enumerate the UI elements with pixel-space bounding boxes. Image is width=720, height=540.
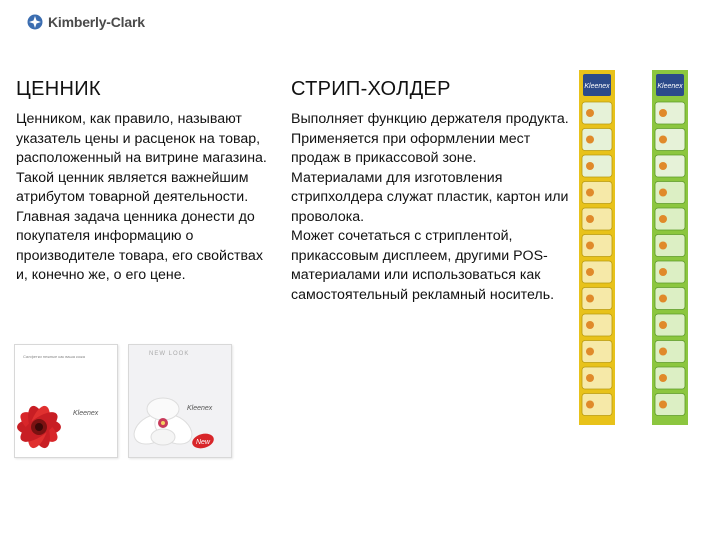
pack-flower-icon	[586, 374, 594, 382]
pack-flower-icon	[659, 348, 667, 356]
pack-flower-icon	[586, 295, 594, 303]
pack-flower-icon	[586, 242, 594, 250]
right-line: Может сочетаться с стриплентой, прикассовым дисплеем, другими POS-материалами или использоваться как самостоятельный рекламный носитель.	[291, 228, 555, 303]
pack-flower-icon	[586, 348, 594, 356]
pack-flower-icon	[659, 321, 667, 329]
card-brand-text: Kleenex	[73, 410, 99, 417]
pack-flower-icon	[659, 136, 667, 144]
pack-flower-icon	[586, 321, 594, 329]
left-column-title: ЦЕННИК	[16, 78, 101, 100]
pack-flower-icon	[586, 401, 594, 409]
pack-flower-icon	[659, 374, 667, 382]
right-column-title: СТРИП-ХОЛДЕР	[291, 78, 451, 100]
right-column-body	[291, 110, 573, 305]
card-brand-text: Kleenex	[187, 405, 213, 412]
price-tag-sample-1	[14, 344, 118, 458]
pack-flower-icon	[659, 109, 667, 117]
pack-flower-icon	[586, 162, 594, 170]
pack-flower-icon	[586, 215, 594, 223]
pack-flower-icon	[659, 268, 667, 276]
pack-flower-icon	[586, 136, 594, 144]
price-tag-sample-2	[128, 344, 232, 458]
card-header-text: Салфетки нежные как ваша кожа	[23, 354, 85, 359]
holder-brand-text: Kleenex	[584, 83, 610, 90]
pack-flower-icon	[586, 268, 594, 276]
pack-flower-icon	[659, 295, 667, 303]
pack-flower-icon	[659, 162, 667, 170]
pack-flower-icon	[659, 189, 667, 197]
strip-holder-yellow-image	[577, 70, 617, 425]
pack-flower-icon	[659, 242, 667, 250]
holder-brand-text: Kleenex	[657, 83, 683, 90]
white-orchid-flower-image	[129, 345, 231, 457]
red-gerbera-flower-image	[15, 345, 117, 457]
card-header-text: NEW LOOK	[149, 351, 190, 357]
kimberly-clark-logo	[27, 14, 145, 30]
pack-flower-icon	[659, 215, 667, 223]
right-line: Применяется при оформлении мест продаж в прикассовой зоне.	[291, 130, 531, 166]
strip-holder-green-image	[650, 70, 690, 425]
new-badge-icon	[191, 433, 215, 449]
pack-flower-icon	[659, 401, 667, 409]
pack-flower-icon	[586, 189, 594, 197]
pack-flower-icon	[586, 109, 594, 117]
right-line: Выполняет функцию держателя продукта.	[291, 111, 569, 127]
kimberly-clark-mark-icon	[27, 14, 43, 30]
right-line: Материалами для изготовления стрипхолдера служат пластик, картон или проволока.	[291, 169, 569, 225]
left-column-body: Ценником, как правило, называют указатель цены и расценок на товар, расположенный на витрине магазина. Такой ценник является важнейшим атрибутом товарной деятельности. Главная задача ценника донести до покупателя информацию о производителе товара, его свойствах и, конечно же, о его цене.	[16, 111, 267, 283]
badge-text: New	[195, 439, 211, 446]
logo-text: Kimberly-Clark	[48, 14, 145, 30]
